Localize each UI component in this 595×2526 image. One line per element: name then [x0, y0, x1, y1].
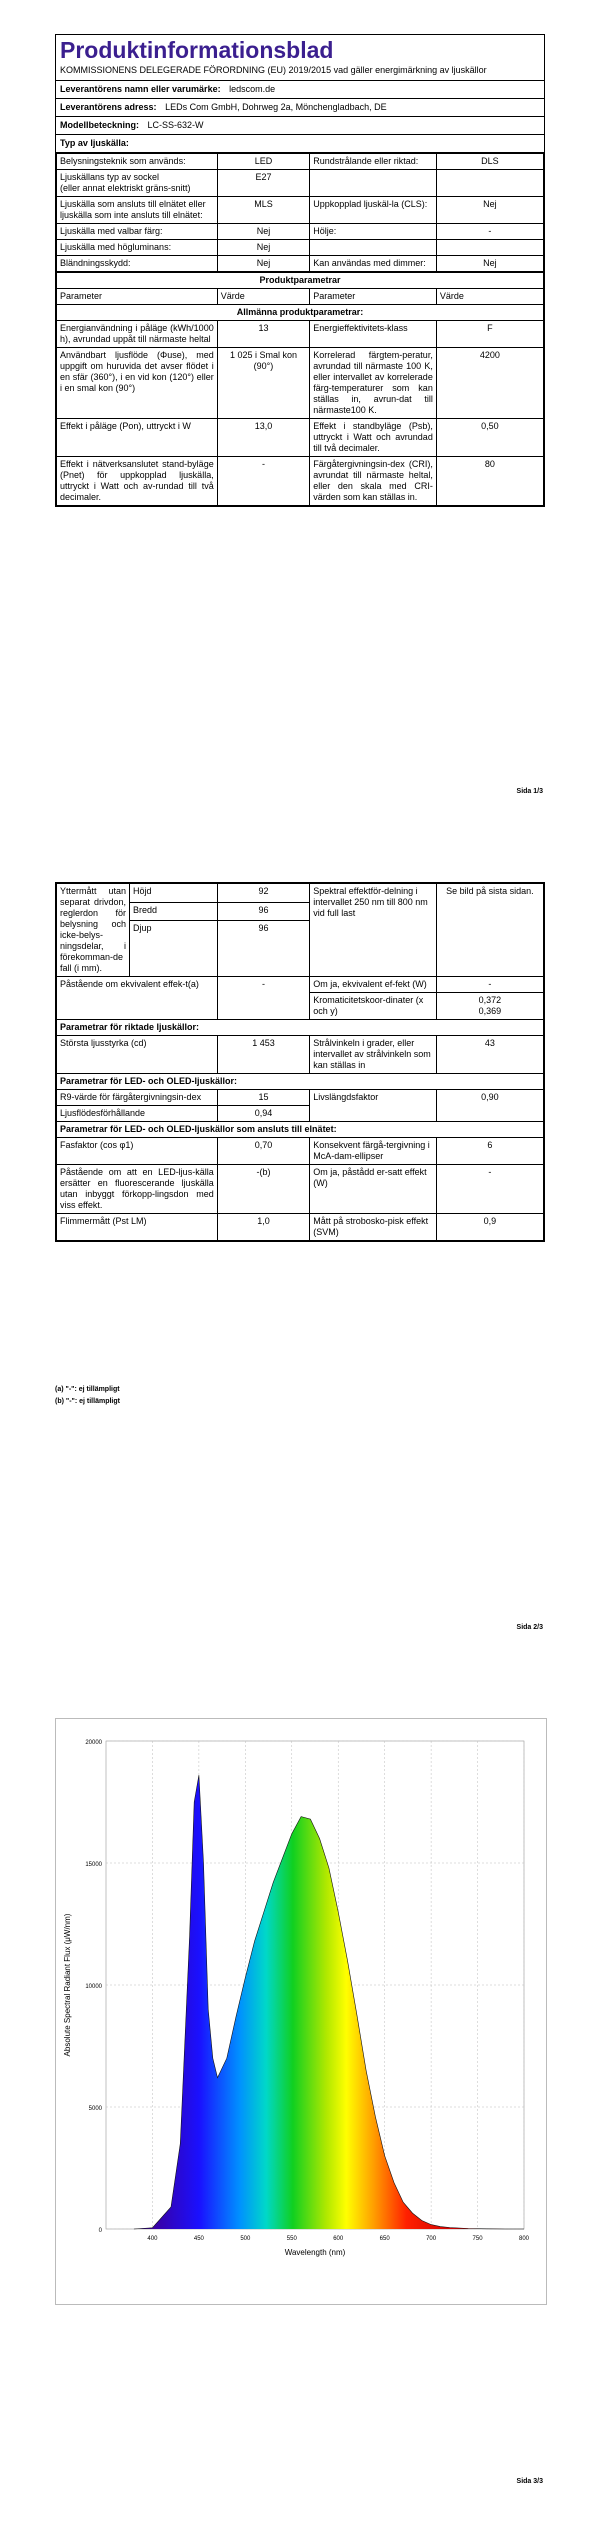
directional-heading: Parametrar för riktade ljuskällor:	[57, 1020, 544, 1036]
equivalent-power-w-value: -	[436, 977, 543, 993]
type-param-value-2	[436, 170, 543, 197]
r9-value: 15	[217, 1090, 310, 1106]
color-consistency-label: Konsekvent färgå-tergivning i McA-dam-ellipser	[310, 1138, 437, 1165]
spectral-value: Se bild på sista sidan.	[436, 884, 543, 977]
type-param-label-2	[310, 170, 437, 197]
y-tick-label: 20000	[85, 1740, 102, 1746]
general-param-label-2: Effekt i standbyläge (Psb), uttryckt i Watt och avrundad till två decimaler.	[310, 419, 437, 457]
general-param-label: Energianvändning i påläge (kWh/1000 h), avrundad uppåt till närmaste heltal	[57, 321, 218, 348]
equivalent-power-w-label: Om ja, ekvivalent ef-fekt (W)	[310, 977, 437, 993]
survival-factor-value: 0,90	[436, 1090, 543, 1122]
type-param-value-2: DLS	[436, 154, 543, 170]
type-param-label-2: Hölje:	[310, 224, 437, 240]
page2-table	[56, 883, 544, 1241]
x-tick-label: 650	[379, 2236, 390, 2242]
type-param-label-2	[310, 240, 437, 256]
y-tick-label: 0	[98, 2228, 102, 2234]
params-table	[56, 272, 544, 506]
page-title: Produktinformationsblad	[60, 37, 334, 63]
type-param-label-2: Kan användas med dimmer:	[310, 256, 437, 272]
chromaticity-label: Kromaticitetskoor-dinater (x och y)	[310, 993, 437, 1020]
type-row	[57, 197, 544, 224]
general-param-value-2: 4200	[436, 348, 543, 419]
general-param-value-2: F	[436, 321, 543, 348]
general-param-label-2: Energieffektivitets-klass	[310, 321, 437, 348]
product-info-sheet-page2	[55, 882, 545, 1242]
width-value: 96	[217, 902, 310, 921]
equivalent-power-value: -	[217, 977, 310, 1020]
type-param-label: Ljuskälla som ansluts till elnätet eller ljuskälla som inte ansluts till elnätet:	[57, 197, 218, 224]
type-param-label: Ljuskällans typ av sockel (eller annat elektriskt gräns-snitt)	[57, 170, 218, 197]
x-tick-label: 450	[193, 2236, 204, 2242]
y-axis-label: Absolute Spectral Radiant Flux (μW/nm)	[63, 1913, 72, 2057]
y-tick-label: 5000	[88, 2106, 102, 2112]
type-param-label: Bländningsskydd:	[57, 256, 218, 272]
peak-intensity-value: 1 453	[217, 1036, 310, 1074]
replaced-power-value: -	[436, 1165, 543, 1214]
footnote-a: (a) "-": ej tillämpligt	[55, 1386, 120, 1393]
supplier-address-value: LEDs Com GmbH, Dohrweg 2a, Mönchengladbach, DE	[165, 102, 387, 112]
type-table	[56, 153, 544, 272]
general-param-label-2: Korrelerad färgtem-peratur, avrundad till närmaste 100 K, eller intervallet av korrelerade färg-temperaturer som kan ställas in, avrun-dat till närmaste100 K.	[310, 348, 437, 419]
type-param-value: Nej	[217, 224, 310, 240]
beam-angle-label: Strålvinkeln i grader, eller intervallet av strålvinkeln som kan ställas in	[310, 1036, 437, 1074]
general-param-value: -	[217, 457, 310, 506]
x-tick-label: 800	[518, 2236, 530, 2242]
general-param-value-2: 80	[436, 457, 543, 506]
general-params-heading: Allmänna produktparametrar:	[57, 305, 544, 321]
supplier-name-label: Leverantörens namn eller varumärke:	[60, 84, 221, 94]
x-tick-label: 500	[240, 2236, 251, 2242]
type-param-value-2: Nej	[436, 256, 543, 272]
type-row	[57, 170, 544, 197]
x-axis-label: Wavelength (nm)	[284, 2248, 346, 2257]
type-row	[57, 240, 544, 256]
general-param-value: 13	[217, 321, 310, 348]
type-param-value-2	[436, 240, 543, 256]
model-label: Modellbeteckning:	[60, 120, 140, 130]
supplier-address-row	[56, 99, 544, 117]
peak-intensity-label: Största ljusstyrka (cd)	[57, 1036, 218, 1074]
type-param-label-2: Uppkopplad ljuskäl-la (CLS):	[310, 197, 437, 224]
mains-heading: Parametrar för LED- och OLED-ljuskällor som ansluts till elnätet:	[57, 1122, 544, 1138]
type-param-label: Ljuskälla med valbar färg:	[57, 224, 218, 240]
fluorescent-replacement-value: -(b)	[217, 1165, 310, 1214]
flicker-value: 1,0	[217, 1214, 310, 1241]
title-block	[56, 35, 544, 81]
col-header-value-2: Värde	[436, 289, 543, 305]
y-tick-label: 15000	[85, 1862, 102, 1868]
power-factor-value: 0,70	[217, 1138, 310, 1165]
beam-angle-value: 43	[436, 1036, 543, 1074]
general-param-label-2: Färgåtergivningsin-dex (CRI), avrundat till närmaste heltal, eller den skala med CRI-värden som kan ställas in.	[310, 457, 437, 506]
type-param-value-2: Nej	[436, 197, 543, 224]
model-row	[56, 117, 544, 135]
color-consistency-value: 6	[436, 1138, 543, 1165]
survival-factor-label: Livslängdsfaktor	[310, 1090, 437, 1122]
col-header-param-2: Parameter	[310, 289, 437, 305]
general-param-row	[57, 348, 544, 419]
spectral-chart	[55, 1718, 547, 2305]
type-heading: Typ av ljuskälla:	[56, 135, 544, 153]
col-header-value: Värde	[217, 289, 310, 305]
depth-label: Djup	[130, 921, 218, 977]
x-tick-label: 400	[147, 2236, 158, 2242]
x-tick-label: 600	[333, 2236, 344, 2242]
supplier-name-row	[56, 81, 544, 99]
lumen-maintenance-value: 0,94	[217, 1106, 310, 1122]
regulation-subtitle: KOMMISSIONENS DELEGERADE FÖRORDNING (EU) 2019/2015 vad gäller energimärkning av ljuskällor	[60, 65, 487, 75]
flicker-label: Flimmermått (Pst LM)	[57, 1214, 218, 1241]
page-number-3: Sida 3/3	[516, 2478, 543, 2485]
product-info-sheet-page1	[55, 34, 545, 507]
supplier-name-value: ledscom.de	[229, 84, 276, 94]
type-row	[57, 256, 544, 272]
type-param-value-2: -	[436, 224, 543, 240]
type-param-value: Nej	[217, 240, 310, 256]
power-factor-label: Fasfaktor (cos φ1)	[57, 1138, 218, 1165]
type-param-value: LED	[217, 154, 310, 170]
general-param-row	[57, 321, 544, 348]
r9-label: R9-värde för färgåtergivningsin-dex	[57, 1090, 218, 1106]
general-param-value: 1 025 i Smal kon (90°)	[217, 348, 310, 419]
general-param-value-2: 0,50	[436, 419, 543, 457]
fluorescent-replacement-label: Påstående om att en LED-ljus-källa ersätter en fluorescerande ljuskälla utan inbyggt förkopp-lingsdon med viss effekt.	[57, 1165, 218, 1214]
x-tick-label: 750	[472, 2236, 483, 2242]
replaced-power-label: Om ja, påstådd er-satt effekt (W)	[310, 1165, 437, 1214]
general-param-row	[57, 419, 544, 457]
width-label: Bredd	[130, 902, 218, 921]
general-param-label: Användbart ljusflöde (Φuse), med uppgift om huruvida det avser flödet i en sfär (360°), i en vid kon (120°) eller i en smal kon (90°)	[57, 348, 218, 419]
general-param-label: Effekt i påläge (Pon), uttryckt i W	[57, 419, 218, 457]
general-param-label: Effekt i nätverksanslutet stand-byläge (Pnet) för uppkopplad ljuskälla, uttryckt i Watt och av-rundad till två decimaler.	[57, 457, 218, 506]
spectral-label: Spektral effektför-delning i intervallet 250 nm till 800 nm vid full last	[310, 884, 437, 977]
type-row	[57, 224, 544, 240]
type-param-label: Belysningsteknik som används:	[57, 154, 218, 170]
height-value: 92	[217, 884, 310, 903]
chromaticity-x: 0,372	[478, 995, 502, 1005]
type-row	[57, 154, 544, 170]
stroboscopic-label: Mått på strobosko-pisk effekt (SVM)	[310, 1214, 437, 1241]
general-param-value: 13,0	[217, 419, 310, 457]
model-value: LC-SS-632-W	[147, 120, 204, 130]
spectral-chart-svg	[56, 1719, 544, 2302]
equivalent-power-label: Påstående om ekvivalent effek-t(a)	[57, 977, 218, 1020]
page-number-2: Sida 2/3	[516, 1624, 543, 1631]
type-param-label-2: Rundstrålande eller riktad:	[310, 154, 437, 170]
footnote-b: (b) "-": ej tillämpligt	[55, 1398, 120, 1405]
page-number-1: Sida 1/3	[516, 788, 543, 795]
params-title: Produktparametrar	[57, 273, 544, 289]
x-tick-label: 550	[286, 2236, 297, 2242]
supplier-address-label: Leverantörens adress:	[60, 102, 157, 112]
stroboscopic-value: 0,9	[436, 1214, 543, 1241]
y-tick-label: 10000	[85, 1984, 102, 1990]
dimensions-label: Yttermått utan separat drivdon, reglerdon för belysning och icke-belys-ningsdelar, i förekomman-de fall (i mm).	[57, 884, 130, 977]
x-tick-label: 700	[426, 2236, 437, 2242]
type-param-value: Nej	[217, 256, 310, 272]
general-param-row	[57, 457, 544, 506]
led-heading: Parametrar för LED- och OLED-ljuskällor:	[57, 1074, 544, 1090]
lumen-maintenance-label: Ljusflödesförhållande	[57, 1106, 218, 1122]
type-param-value: E27	[217, 170, 310, 197]
type-param-value: MLS	[217, 197, 310, 224]
height-label: Höjd	[130, 884, 218, 903]
chromaticity-y: 0,369	[478, 1006, 502, 1016]
depth-value: 96	[217, 921, 310, 977]
chromaticity-value	[436, 993, 543, 1020]
type-param-label: Ljuskälla med högluminans:	[57, 240, 218, 256]
col-header-param: Parameter	[57, 289, 218, 305]
